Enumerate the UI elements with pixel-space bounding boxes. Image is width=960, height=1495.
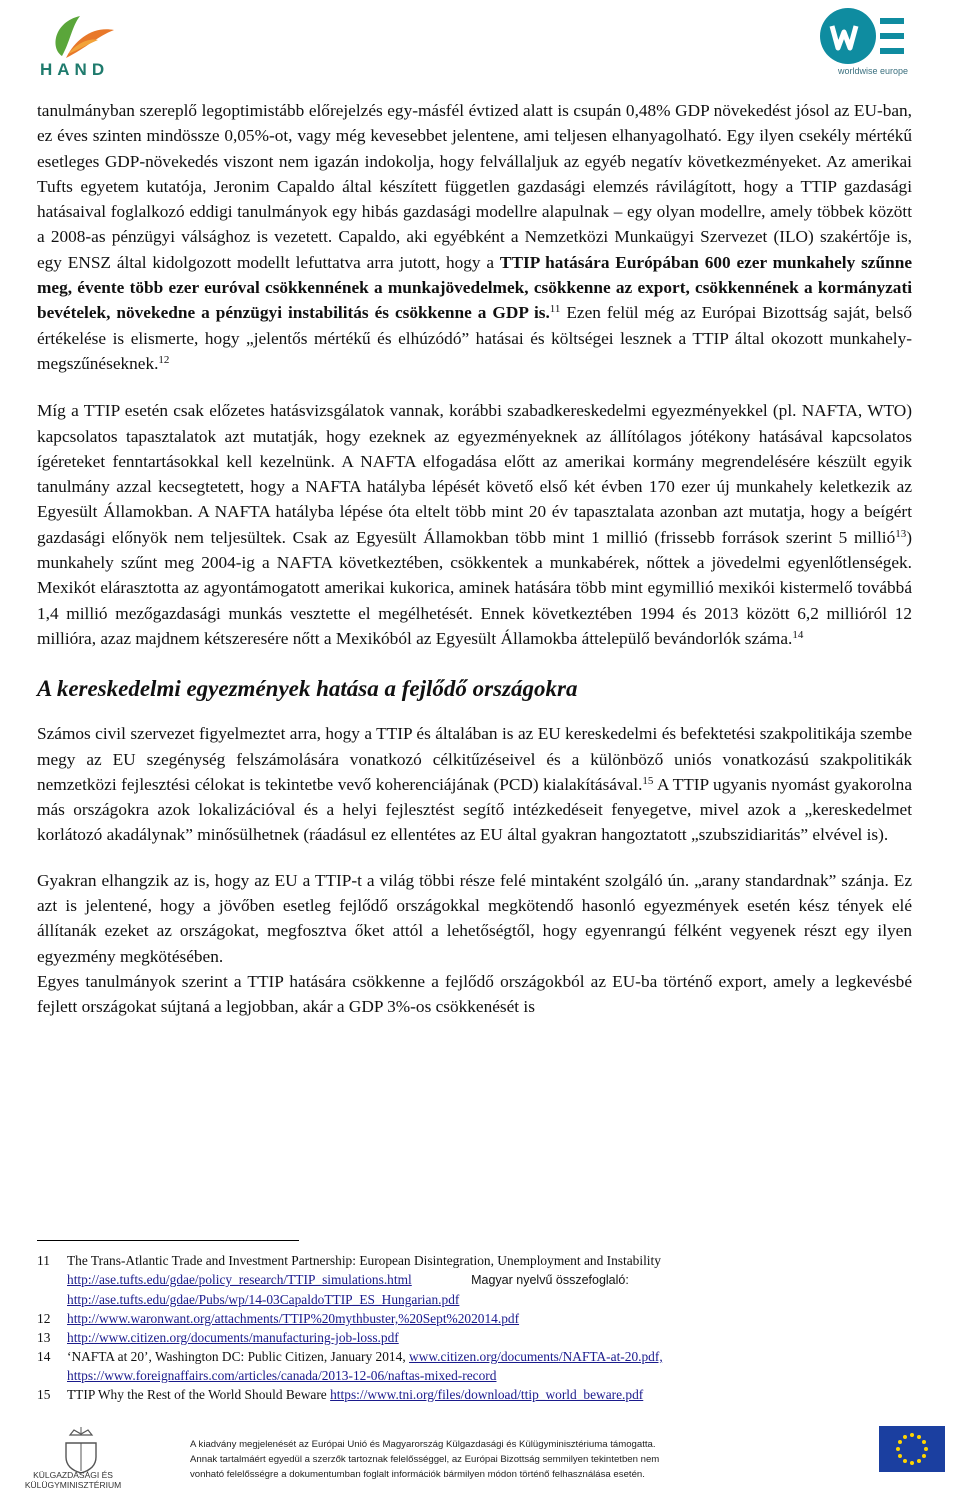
footnote-12 xyxy=(37,1309,917,1328)
hand-logo-text: HAND xyxy=(40,60,110,79)
footnotes xyxy=(37,1251,917,1404)
footnote-number: 14 xyxy=(37,1349,51,1364)
disclaimer-line-2: Annak tartalmáért egyedül a szerzők tartoznak felelősséggel, az Európai Bizottság semmilyen tekintetben nem xyxy=(190,1454,660,1465)
footnote-number: 12 xyxy=(37,1311,51,1326)
footnote-label: Magyar nyelvű összefoglaló: xyxy=(471,1273,629,1287)
footnote-text: The Trans-Atlantic Trade and Investment Partnership: European Disintegration, Unemployment and Instability xyxy=(67,1253,661,1268)
funding-disclaimer xyxy=(190,1437,830,1482)
footnote-link[interactable]: http://ase.tufts.edu/gdae/Pubs/wp/14-03CapaldoTTIP_ES_Hungarian.pdf xyxy=(67,1292,460,1307)
paragraph-4: Gyakran elhangzik az is, hogy az EU a TTIP-t a világ többi része felé mintaként szolgáló ún. „arany standardnak” szánja. Ez azt is jelentené, hogy a jövőben esetleg fejlődő országokkal megkötendő hasonló egyezmények esetén kész tények elé állítanák ezeket az országokat, megfosztva őket attól a lehetőségtől, hogy egyenrangú félként vegyenek részt egy ilyen egyezmény megkötésében. xyxy=(37,870,912,966)
paragraph-2 xyxy=(37,398,912,651)
paragraph-3 xyxy=(37,721,912,847)
footnote-link[interactable]: http://ase.tufts.edu/gdae/policy_research/TTIP_simulations.html xyxy=(67,1272,412,1287)
footnote-ref-12: 12 xyxy=(158,353,170,366)
footnote-ref-13: 13 xyxy=(895,527,907,540)
disclaimer-line-1: A kiadvány megjelenését az Európai Unió és Magyarország Külgazdasági és Külügyminisztériuma támogatta. xyxy=(190,1439,656,1450)
paragraph-3-text-a: Számos civil szervezet figyelmeztet arra, hogy a TTIP és általában is az EU kereskedelmi és befektetési szakpolitikája szembe megy az EU szegénység felszámolására vonatkozó célkitűzéseivel és a különböző uniós vonatkozású szakpolitikák nemzetközi fejlesztési célokat is tekintetbe vevő koherenciájának (PCD) kialakításával. xyxy=(37,724,912,794)
paragraph-1 xyxy=(37,98,912,376)
footnote-11 xyxy=(37,1251,917,1309)
footnote-text: TTIP Why the Rest of the World Should Beware xyxy=(67,1387,331,1402)
paragraph-1-text-b: Ezen felül még az Európai Bizottság saját, belső értékelése is elismerte, hogy „jelentős mértékű és elhúzódó” hatásai és költségei lesznek a TTIP által okozott munkahely-megszűnéseknek. xyxy=(37,303,912,373)
section-heading: A kereskedelmi egyezmények hatása a fejlődő országokra xyxy=(37,676,578,702)
footnote-ref-15: 15 xyxy=(642,774,654,787)
footnote-link[interactable]: www.citizen.org/documents/NAFTA-at-20.pdf, xyxy=(409,1349,663,1364)
worldwise-europe-logo-text: worldwise europe xyxy=(838,66,909,76)
footnote-14 xyxy=(37,1347,917,1385)
article-body xyxy=(37,98,912,1020)
footnote-ref-11: 11 xyxy=(549,303,561,316)
paragraph-5: Egyes tanulmányok szerint a TTIP hatására csökkenne a fejlődő országokból az EU-ba történő export, amely a legkevésbé fejlett országokat sújtaná a legjobban, akár a GDP 3%-os csökkenését is xyxy=(37,971,912,1017)
footnote-separator xyxy=(37,1240,299,1241)
paragraph-2-text-b: ) munkahely szűnt meg 2004-ig a NAFTA következtében, csökkentek a munkabérek, nőttek a jövedelmi egyenlőtlenségek. Mexikót elárasztotta az agyontámogatott amerikai kukorica, aminek hatására több mint egymillió mexikói kistermelő továbbá 1,4 millió mezőgazdasági munkás vesztette el megélhetését. Ennek következtében 1994 és 2013 között 6,2 millióról 12 millióra, azaz majdnem kétszeresére nőtt a Mexikóból az Egyesült Államokba áttelepülő bevándorlók száma. xyxy=(37,527,912,648)
footnote-link[interactable]: https://www.tni.org/files/download/ttip_world_beware.pdf xyxy=(330,1387,644,1402)
footnote-ref-14: 14 xyxy=(792,628,804,641)
worldwise-europe-logo-icon xyxy=(818,4,914,68)
ministry-name-line-2: KÜLÜGYMINISZTÉRIUM xyxy=(24,1480,122,1490)
footnote-text: ‘NAFTA at 20’, Washington DC: Public Citizen, January 2014, xyxy=(67,1349,410,1364)
footnote-15 xyxy=(37,1385,917,1404)
footnote-number: 15 xyxy=(37,1387,51,1402)
paragraph-1-bold: TTIP hatására Európában 600 ezer munkahely szűnne meg, évente több ezer euróval csökkennének a munkajövedelmek, csökkenne az export, csökkennének a kormányzati bevételek, növekedne a pénzügyi instabilitás és csökkenne a GDP is. xyxy=(37,252,912,323)
footnote-number: 11 xyxy=(37,1253,50,1268)
paragraph-3-text-b: A TTIP ugyanis nyomást gyakorolna más országokra azok lokalizációval és a helyi fejlesztést segítő intézkedéseit fenyegetve, mivel azok a „kereskedelmet korlátozó akadálynak” minősülhetnek (ráadásul ez ellentétes az EU által gyakran hangoztatott „szubszidiaritás” elvével is). xyxy=(37,774,912,845)
paragraph-2-text-a: Míg a TTIP esetén csak előzetes hatásvizsgálatok vannak, korábbi szabadkereskedelmi egyezményekkel (pl. NAFTA, WTO) kapcsolatos tapasztalatok azt mutatják, hogy ezeknek az egyezményeknek az állítólagos jótékony hatásával kapcsolatos ígéreteket fenntartásokkal kell kezelnünk. A NAFTA elfogadása előtt az amerikai kormány megrendelésére készült egyik tanulmány azzal kecsegtetett, hogy a NAFTA hatályba lépését követő első két évben 170 ezer új munkahely keletkezik az Egyesült Államokban. A NAFTA hatályba lépése óta eltelt több mint 20 év tapasztalata azonban azt mutatja, hogy a beígért gazdasági előnyök nem teljesültek. Csak az Egyesült Államokban több mint 1 millió (frissebb források szerint 5 millió xyxy=(37,401,912,547)
footnote-link[interactable]: http://www.waronwant.org/attachments/TTIP%20mythbuster,%20Sept%202014.pdf xyxy=(67,1311,520,1326)
paragraph-1-text-a: tanulmányban szereplő legoptimistább előrejelzés egy-másfél évtized alatt is csupán 0,48% GDP növekedést jósol az EU-ban, ez éves szinten mindössze 0,05%-ot, vagy még kevesebbet jelentene, ami teljesen elhanyagolható. Egy ilyen csekély mértékű esetleges GDP-növekedés viszont nem igazán indokolja, hogy felvállaljuk az egyéb negatív következményeket. Az amerikai Tufts egyetem kutatója, Jeronim Capaldo által készített független gazdasági elemzés rávilágított, hogy a TTIP gazdasági hatásaival foglalkozó eddigi tanulmányok egy hibás gazdasági modellre alapulnak – egy olyan modellre, amely többek között a 2008-as pénzügyi válsághoz is vezetett. Capaldo, aki egyébként a Nemzetközi Munkaügyi Szervezet (ILO) szakértője is, egy ENSZ által kidolgozott modellt lefuttatva arra jutott, hogy a xyxy=(37,101,912,272)
footnote-13 xyxy=(37,1328,917,1347)
footnote-link[interactable]: https://www.foreignaffairs.com/articles/canada/2013-12-06/naftas-mixed-record xyxy=(67,1368,497,1383)
ministry-name xyxy=(18,1470,128,1490)
disclaimer-line-3: vonható felelősségre a dokumentumban foglalt információk bármilyen módon történő felhasználása esetén. xyxy=(190,1469,645,1480)
eu-flag-icon xyxy=(879,1426,945,1472)
footnote-number: 13 xyxy=(37,1330,51,1345)
ministry-name-line-1: KÜLGAZDASÁGI ÉS xyxy=(33,1470,113,1480)
footnote-link[interactable]: http://www.citizen.org/documents/manufacturing-job-loss.pdf xyxy=(67,1330,399,1345)
